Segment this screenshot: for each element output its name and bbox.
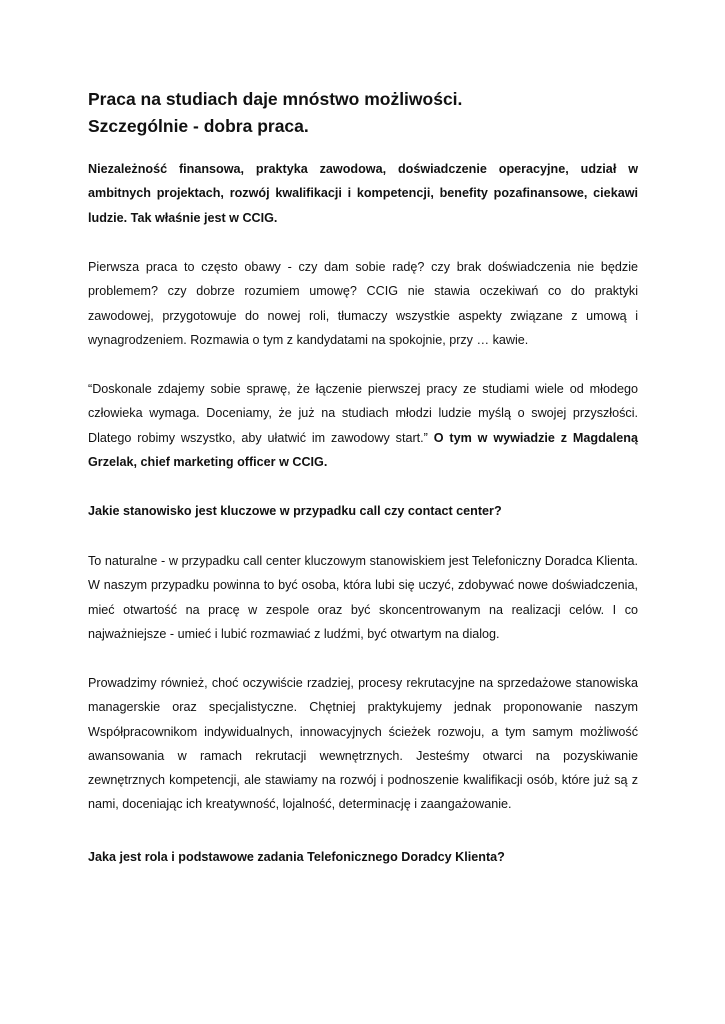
answer-recruitment: Prowadzimy również, choć oczywiście rzadziej, procesy rekrutacyjne na sprzedażowe stanowiska managerskie oraz specjalistyczne. Chętniej praktykujemy jednak proponowanie naszym Współpracownikom indywidualnych, innowacyjnych ścieżek rozwoju, a tym samym możliwość awansowania w ramach rekrutacji wewnętrznych. Jesteśmy otwarci na pozyskiwanie zewnętrznych kompetencji, ale stawiamy na rozwój i podnoszenie kwalifikacji osób, które już są z nami, doceniając ich kreatywność, lojalność, determinację i zaangażowanie. <box>88 676 638 812</box>
question-advisor-role: Jaka jest rola i podstawowe zadania Telefonicznego Doradcy Klienta? <box>88 850 505 864</box>
paragraph-first-job: Pierwsza praca to często obawy - czy dam sobie radę? czy brak doświadczenia nie będzie problemem? czy dobrze rozumiem umowę? CCIG nie stawia oczekiwań co do praktyki zawodowej, przygotowuje do nowej roli, tłumaczy wszystkie aspekty związane z umową i wynagrodzeniem. Rozmawia o tym z kandydatami na spokojnie, przy … kawie. <box>88 260 638 347</box>
page-title <box>88 86 638 140</box>
quote-text: “Doskonale zdajemy sobie sprawę, że łączenie pierwszej pracy ze studiami wiele od młodego człowieka wymaga. Doceniamy, że już na studiach młodzi ludzie myślą o swojej przyszłości. Dlatego robimy wszystko, aby ułatwić im zawodowy start.” <box>88 382 638 445</box>
title-line-2: Szczególnie - dobra praca. <box>88 116 309 136</box>
answer-key-position: To naturalne - w przypadku call center kluczowym stanowiskiem jest Telefoniczny Doradca Klienta. W naszym przypadku powinna to być osoba, która lubi się uczyć, zdobywać nowe doświadczenia, mieć otwartość na pracę w zespole oraz być skoncentrowanym na realizacji celów. I co najważniejsze - umieć i lubić rozmawiać z ludźmi, być otwartym na dialog. <box>88 554 638 641</box>
question-key-position: Jakie stanowisko jest kluczowe w przypadku call czy contact center? <box>88 504 502 518</box>
interview-attribution: O tym w wywiadzie z Magdaleną Grzelak, chief marketing officer w CCIG. <box>88 430 639 469</box>
paragraph-quote <box>88 377 638 474</box>
intro-paragraph: Niezależność finansowa, praktyka zawodowa, doświadczenie operacyjne, udział w ambitnych projektach, rozwój kwalifikacji i kompetencji, benefity pozafinansowe, ciekawi ludzie. Tak właśnie jest w CCIG. <box>88 162 638 225</box>
title-line-1: Praca na studiach daje mnóstwo możliwości. <box>88 89 463 109</box>
